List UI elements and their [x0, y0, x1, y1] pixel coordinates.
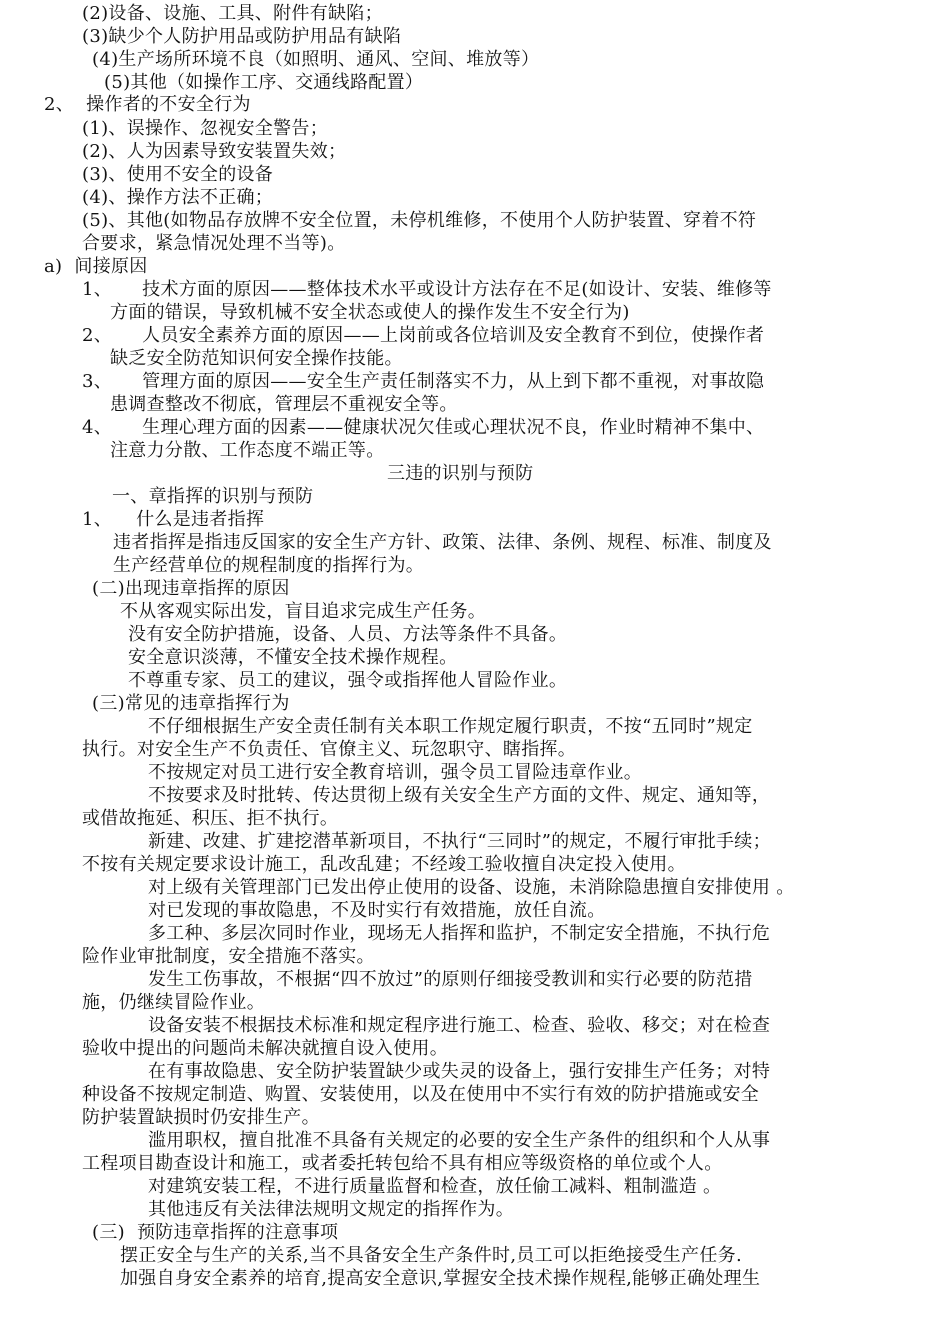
- text-line: 4、 生理心理方面的因素——健康状况欠佳或心理状况不良，作业时精神不集中、: [82, 417, 765, 438]
- text-line: 或借故拖延、积压、拒不执行。: [82, 808, 339, 829]
- text-line: 新建、改建、扩建挖潜革新项目，不执行“三同时”的规定，不履行审批手续；: [148, 831, 771, 852]
- text-line: (3)缺少个人防护用品或防护用品有缺陷: [82, 26, 402, 47]
- text-line: 缺乏安全防范知识何安全操作技能。: [110, 348, 403, 369]
- text-line: 施，仍继续冒险作业。: [82, 992, 265, 1013]
- text-line: 险作业审批制度，安全措施不落实。: [82, 946, 375, 967]
- text-line: 发生工伤事故，不根据“四不放过”的原则仔细接受教训和实行必要的防范措: [148, 969, 753, 990]
- text-line: 执行。对安全生产不负责任、官僚主义、玩忽职守、瞎指挥。: [82, 739, 577, 760]
- text-line: 对建筑安装工程，不进行质量监督和检查，放任偷工减料、粗制滥造 。: [148, 1176, 722, 1197]
- text-line: 不尊重专家、员工的建议，强令或指挥他人冒险作业。: [128, 670, 568, 691]
- text-line: 1、 技术方面的原因——整体技术水平或设计方法存在不足(如设计、安装、维修等: [82, 279, 772, 300]
- text-line: 在有事故隐患、安全防护装置缺少或失灵的设备上，强行安排生产任务；对特: [148, 1061, 771, 1082]
- text-line: 对已发现的事故隐患，不及时实行有效措施，放任自流。: [148, 900, 606, 921]
- text-line: (三) 预防违章指挥的注意事项: [92, 1222, 339, 1243]
- text-line: 安全意识淡薄，不懂安全技术操作规程。: [128, 647, 458, 668]
- text-line: 患调查整改不彻底，管理层不重视安全等。: [110, 394, 458, 415]
- text-line: 2、 人员安全素养方面的原因——上岗前或各位培训及安全教育不到位，使操作者: [82, 325, 765, 346]
- text-line: 验收中提出的问题尚未解决就擅自设入使用。: [82, 1038, 448, 1059]
- text-line: (5)、其他(如物品存放牌不安全位置，未停机维修，不使用个人防护装置、穿着不符: [82, 210, 757, 231]
- text-line: 方面的错误，导致机械不安全状态或使人的操作发生不安全行为): [110, 302, 630, 323]
- text-line: a) 间接原因: [44, 256, 148, 277]
- text-line: (二)出现违章指挥的原因: [92, 578, 290, 599]
- text-line: 不从客观实际出发，盲目追求完成生产任务。: [120, 601, 486, 622]
- text-line: 注意力分散、工作态度不端正等。: [110, 440, 385, 461]
- text-line: 摆正安全与生产的关系,当不具备安全生产条件时,员工可以拒绝接受生产任务.: [120, 1245, 742, 1266]
- text-line: 不按有关规定要求设计施工，乱改乱建；不经竣工验收擅自决定投入使用。: [82, 854, 686, 875]
- text-line: 防护装置缺损时仍安排生产。: [82, 1107, 320, 1128]
- text-line: 不按规定对员工进行安全教育培训，强令员工冒险违章作业。: [148, 762, 643, 783]
- text-line: 生产经营单位的规程制度的指挥行为。: [113, 555, 425, 576]
- text-line: 3、 管理方面的原因——安全生产责任制落实不力，从上到下都不重视，对事故隐: [82, 371, 765, 392]
- text-line: 违者指挥是指违反国家的安全生产方针、政策、法律、条例、规程、标准、制度及: [113, 532, 772, 553]
- text-line: 一、章指挥的识别与预防: [112, 486, 314, 507]
- text-line: 1、 什么是违者指挥: [82, 509, 265, 530]
- section-title: 三违的识别与预防: [387, 463, 534, 484]
- text-line: 加强自身安全素养的培育,提高安全意识,掌握安全技术操作规程,能够正确处理生: [120, 1268, 761, 1289]
- text-line: 多工种、多层次同时作业，现场无人指挥和监护，不制定安全措施，不执行危: [148, 923, 771, 944]
- text-line: (2)、人为因素导致安装置失效；: [82, 141, 347, 162]
- text-line: 工程项目勘查设计和施工，或者委托转包给不具有相应等级资格的单位或个人。: [82, 1153, 723, 1174]
- text-line: (1)、误操作、忽视安全警告；: [82, 118, 328, 139]
- text-line: 没有安全防护措施，设备、人员、方法等条件不具备。: [128, 624, 568, 645]
- text-line: 2、 操作者的不安全行为: [44, 94, 251, 115]
- text-line: (2)设备、设施、工具、附件有缺陷；: [82, 3, 383, 24]
- text-line: 其他违反有关法律法规明文规定的指挥作为。: [148, 1199, 514, 1220]
- text-line: 设备安装不根据技术标准和规定程序进行施工、检查、验收、移交；对在检查: [148, 1015, 771, 1036]
- text-line: (3)、使用不安全的设备: [82, 164, 274, 185]
- text-line: (5)其他（如操作工序、交通线路配置）: [104, 72, 424, 93]
- text-line: 不按要求及时批转、传达贯彻上级有关安全生产方面的文件、规定、通知等，: [148, 785, 771, 806]
- text-line: (4)生产场所环境不良（如照明、通风、空间、堆放等）: [92, 49, 540, 70]
- text-line: 不仔细根据生产安全责任制有关本职工作规定履行职责，不按“五同时”规定: [148, 716, 753, 737]
- text-line: 对上级有关管理部门已发出停止使用的设备、设施，未消除隐患擅自安排使用 。: [148, 877, 795, 898]
- text-line: 合要求，紧急情况处理不当等)。: [82, 233, 346, 254]
- text-line: (4)、操作方法不正确；: [82, 187, 274, 208]
- text-line: 滥用职权，擅自批准不具备有关规定的必要的安全生产条件的组织和个人从事: [148, 1130, 771, 1151]
- text-line: 种设备不按规定制造、购置、安装使用，以及在使用中不实行有效的防护措施或安全: [82, 1084, 760, 1105]
- text-line: (三)常见的违章指挥行为: [92, 693, 290, 714]
